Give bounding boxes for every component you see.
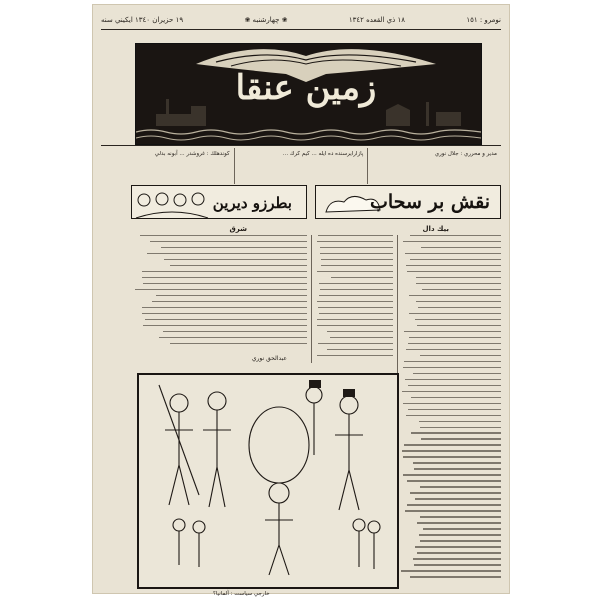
rumi-date: ١٩ حزيران ١٣٤٠ ايكيني سنه bbox=[101, 16, 184, 24]
text-line bbox=[413, 462, 501, 463]
left-column-text bbox=[133, 235, 307, 353]
text-line bbox=[408, 343, 501, 344]
masthead bbox=[135, 43, 482, 145]
issue-number: نومرو : ١٥١ bbox=[466, 16, 501, 24]
text-line bbox=[409, 337, 501, 338]
text-line bbox=[420, 486, 501, 487]
text-line bbox=[410, 576, 501, 577]
text-line bbox=[331, 277, 393, 278]
text-line bbox=[156, 295, 307, 296]
cartoon-caption: خارجي سياست : آلمانيا؟ bbox=[213, 591, 270, 597]
text-line bbox=[318, 307, 393, 308]
text-line bbox=[404, 331, 501, 332]
text-line bbox=[320, 253, 393, 254]
text-line bbox=[401, 570, 501, 571]
newspaper-page bbox=[92, 4, 510, 597]
text-line bbox=[405, 379, 501, 380]
text-line bbox=[406, 349, 501, 350]
text-line bbox=[327, 349, 393, 350]
text-line bbox=[135, 289, 307, 290]
text-line bbox=[147, 253, 307, 254]
text-line bbox=[411, 432, 501, 433]
text-line bbox=[317, 355, 393, 356]
text-line bbox=[409, 295, 501, 296]
text-line bbox=[317, 241, 393, 242]
text-line bbox=[404, 361, 501, 362]
text-line bbox=[417, 552, 501, 553]
text-line bbox=[142, 277, 307, 278]
text-line bbox=[415, 498, 501, 499]
text-line bbox=[410, 259, 501, 260]
text-line bbox=[403, 367, 501, 368]
text-line bbox=[319, 283, 393, 284]
text-line bbox=[419, 421, 501, 422]
header-rule bbox=[101, 29, 501, 30]
text-line bbox=[402, 391, 501, 392]
text-line bbox=[404, 444, 501, 445]
left-column-heading: شرق bbox=[229, 225, 247, 233]
text-line bbox=[164, 259, 307, 260]
text-line bbox=[317, 301, 393, 302]
text-line bbox=[321, 265, 393, 266]
cartoon-illustration bbox=[137, 373, 399, 589]
text-line bbox=[163, 331, 307, 332]
text-line bbox=[413, 558, 501, 559]
banner-left-title: بطرزو ديرين bbox=[212, 194, 292, 212]
info-cell-1: مدير و محرري : جلال نوري bbox=[367, 148, 501, 184]
text-line bbox=[159, 337, 307, 338]
text-line bbox=[414, 468, 501, 469]
text-line bbox=[317, 271, 393, 272]
text-line bbox=[421, 247, 501, 248]
text-line bbox=[320, 289, 393, 290]
text-line bbox=[402, 450, 501, 451]
text-line bbox=[419, 534, 501, 535]
text-line bbox=[150, 241, 307, 242]
column-divider-2 bbox=[311, 235, 312, 363]
text-line bbox=[319, 295, 393, 296]
text-line bbox=[414, 564, 501, 565]
text-line bbox=[403, 474, 501, 475]
author-signature: عبدالحق نوري bbox=[251, 355, 287, 362]
text-line bbox=[170, 343, 307, 344]
text-line bbox=[319, 313, 393, 314]
text-line bbox=[420, 516, 501, 517]
text-line bbox=[420, 427, 501, 428]
text-line bbox=[317, 319, 393, 320]
text-line bbox=[407, 271, 501, 272]
text-line bbox=[418, 307, 501, 308]
text-line bbox=[145, 319, 307, 320]
text-line bbox=[143, 283, 307, 284]
text-line bbox=[143, 325, 307, 326]
text-line bbox=[317, 325, 393, 326]
text-line bbox=[415, 319, 501, 320]
text-line bbox=[409, 313, 501, 314]
masthead-rule bbox=[101, 145, 501, 146]
issue-header-line bbox=[101, 13, 501, 27]
text-line bbox=[318, 343, 393, 344]
text-line bbox=[405, 510, 501, 511]
text-line bbox=[408, 385, 501, 386]
text-line bbox=[410, 492, 501, 493]
text-line bbox=[421, 438, 501, 439]
text-line bbox=[420, 355, 501, 356]
text-line bbox=[417, 325, 501, 326]
banner-left bbox=[131, 185, 307, 219]
text-line bbox=[142, 313, 307, 314]
publication-info-row bbox=[101, 148, 501, 184]
text-line bbox=[416, 277, 501, 278]
text-line bbox=[415, 546, 501, 547]
figures-decoration bbox=[132, 186, 212, 219]
text-line bbox=[318, 235, 393, 236]
day-mark: ❀ چهارشنبه ❀ bbox=[244, 16, 288, 24]
banner-right-title: نقش بر سحاب bbox=[370, 191, 490, 213]
text-line bbox=[407, 480, 501, 481]
text-line bbox=[321, 259, 393, 260]
text-line bbox=[161, 247, 307, 248]
text-line bbox=[327, 331, 393, 332]
text-line bbox=[422, 289, 501, 290]
right-column-heading: بيك دال bbox=[422, 225, 449, 233]
text-line bbox=[142, 307, 307, 308]
text-line bbox=[405, 253, 501, 254]
hijri-date: ١٨ ذي القعده ١٣٤٢ bbox=[348, 16, 406, 24]
right-column-text bbox=[401, 235, 501, 587]
banner-right bbox=[315, 185, 501, 219]
text-line bbox=[420, 540, 501, 541]
text-line bbox=[320, 247, 393, 248]
text-line bbox=[407, 504, 501, 505]
text-line bbox=[417, 522, 501, 523]
text-line bbox=[406, 415, 501, 416]
text-line bbox=[403, 456, 501, 457]
masthead-title: زمين عنقا bbox=[235, 68, 377, 108]
text-line bbox=[408, 409, 501, 410]
text-line bbox=[411, 397, 501, 398]
text-line bbox=[416, 301, 501, 302]
text-line bbox=[170, 265, 307, 266]
info-cell-3: كوندهلك : غروشدر ... آبونه بدلي bbox=[154, 151, 230, 157]
info-cell-2: پازارايرسنده ده ايله ... كيم كرك ... bbox=[234, 148, 368, 184]
text-line bbox=[423, 528, 501, 529]
text-line bbox=[403, 241, 501, 242]
text-line bbox=[410, 235, 501, 236]
text-line bbox=[330, 337, 393, 338]
text-line bbox=[152, 301, 307, 302]
text-line bbox=[142, 271, 307, 272]
text-line bbox=[406, 265, 501, 266]
cartoon-drawing bbox=[139, 375, 397, 587]
text-line bbox=[140, 235, 307, 236]
text-line bbox=[416, 283, 501, 284]
text-line bbox=[413, 373, 501, 374]
mid-column-text bbox=[315, 235, 393, 363]
text-line bbox=[403, 403, 501, 404]
